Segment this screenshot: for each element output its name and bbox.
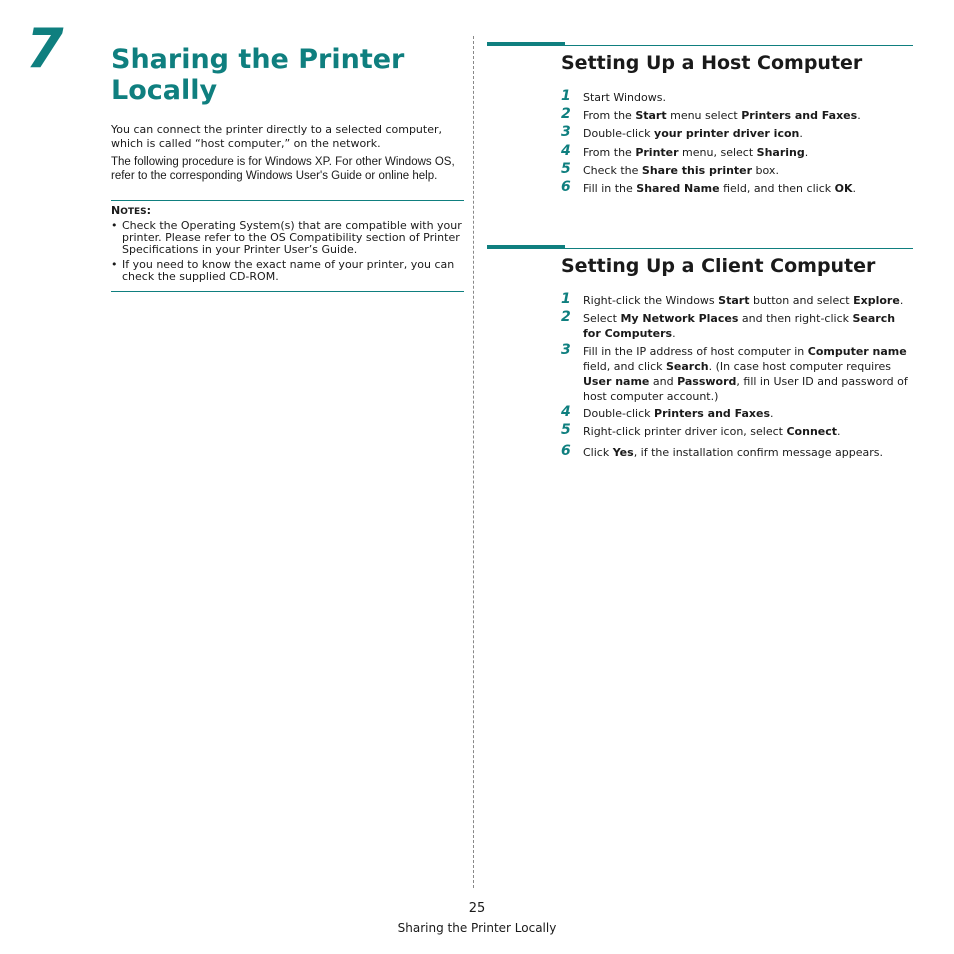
host-step-number: 2 [561,106,571,122]
chapter-title: Sharing the Printer Locally [111,44,405,106]
running-footer: Sharing the Printer Locally [397,921,557,935]
client-step-number: 4 [561,404,571,420]
host-step-text [583,108,913,123]
bold-term: Share this printer [641,164,753,177]
client-step-number: 3 [561,342,571,358]
step-fragment: Fill in the IP address of host computer in [583,345,808,358]
client-step-text [583,445,913,460]
step-fragment: , fill in User ID and password of host computer account.) [583,375,908,403]
bold-term: Start [635,109,667,122]
bold-term: Connect [786,425,838,438]
host-step-number: 6 [561,179,571,195]
host-step-text [583,181,913,196]
step-fragment: . [852,182,856,195]
step-fragment: . [899,294,904,307]
step-fragment: menu select [666,109,742,122]
step-fragment: button and select [749,294,854,307]
step-fragment: , if the installation confirm message appears. [633,446,884,459]
host-step-text [583,145,913,160]
note-text: If you need to know the exact name of your printer, you can check the supplied CD-ROM. [122,258,455,283]
bullet-icon: • [111,258,118,271]
client-step-text [583,406,913,421]
step-fragment: Double-click [583,407,655,420]
note-item [111,259,463,283]
client-step-number: 1 [561,291,571,307]
bold-term: Shared Name [636,182,720,195]
step-fragment: . (In case host computer requires [708,360,892,373]
step-fragment: Start Windows. [583,91,666,104]
step-fragment: field, and click [583,360,666,373]
step-fragment: Double-click [583,127,655,140]
host-step-number: 3 [561,124,571,140]
notes-title-colon: : [146,204,152,217]
host-step-text [583,90,913,105]
step-fragment: Click [583,446,613,459]
section-rule [487,45,913,46]
step-fragment: box. [752,164,779,177]
client-step-text [583,293,913,308]
host-section-heading: Setting Up a Host Computer [561,52,863,74]
host-step-text [583,126,913,141]
step-fragment: From the [583,146,636,159]
step-fragment: Fill in the [583,182,637,195]
note-item [111,220,463,256]
step-fragment: Check the [583,164,642,177]
step-fragment: . [770,407,774,420]
client-step-number: 2 [561,309,571,325]
bold-term: Search [666,360,709,373]
client-step-text [583,344,913,404]
host-step-number: 4 [561,143,571,159]
bold-term: Sharing [756,146,805,159]
step-fragment: . [804,146,809,159]
bold-term: Explore [853,294,900,307]
note-text: Check the Operating System(s) that are compatible with your printer. Please refer to the OS Compatibility section of Printer Specifications in your Printer User’s Guide. [122,219,462,256]
client-section-heading: Setting Up a Client Computer [561,255,876,277]
step-fragment: field, and then click [719,182,835,195]
notes-title-rest: OTES [120,207,147,217]
column-divider [473,36,474,888]
page-number: 25 [468,901,486,916]
bullet-icon: • [111,219,118,232]
client-step-text [583,424,913,439]
bold-term: User name [583,375,650,388]
intro-paragraph: You can connect the printer directly to a selected computer, which is called “host computer,” on the network. [111,123,443,150]
bold-term: Search for Computers [583,312,896,340]
host-step-number: 1 [561,88,571,104]
bold-term: your printer driver icon [654,127,800,140]
client-step-number: 6 [561,443,571,459]
host-step-text [583,163,913,178]
bold-term: Printers and Faxes [654,407,770,420]
bold-term: OK [834,182,853,195]
step-fragment: . [672,327,676,340]
step-fragment: . [799,127,803,140]
step-fragment: From the [583,109,636,122]
host-step-number: 5 [561,161,571,177]
step-fragment: . [837,425,841,438]
step-fragment: Select [583,312,621,325]
step-fragment: Right-click the Windows [583,294,719,307]
bold-term: Printer [635,146,679,159]
bold-term: Password [677,375,737,388]
client-step-text [583,311,913,341]
chapter-number: 7 [26,17,64,80]
step-fragment: menu, select [678,146,757,159]
bold-term: Computer name [807,345,907,358]
bold-term: Printers and Faxes [741,109,858,122]
notes-title [111,204,151,217]
section-rule [487,248,913,249]
client-step-number: 5 [561,422,571,438]
intro-os-note: The following procedure is for Windows XP. For other Windows OS, refer to the corresponding Windows User's Guide or online help. [111,156,455,182]
bold-term: My Network Places [620,312,739,325]
step-fragment: . [857,109,861,122]
bold-term: Start [718,294,750,307]
step-fragment: and [649,375,678,388]
bold-term: Yes [612,446,634,459]
step-fragment: and then right-click [738,312,853,325]
notes-title-first: N [111,204,121,217]
step-fragment: Right-click printer driver icon, select [583,425,787,438]
